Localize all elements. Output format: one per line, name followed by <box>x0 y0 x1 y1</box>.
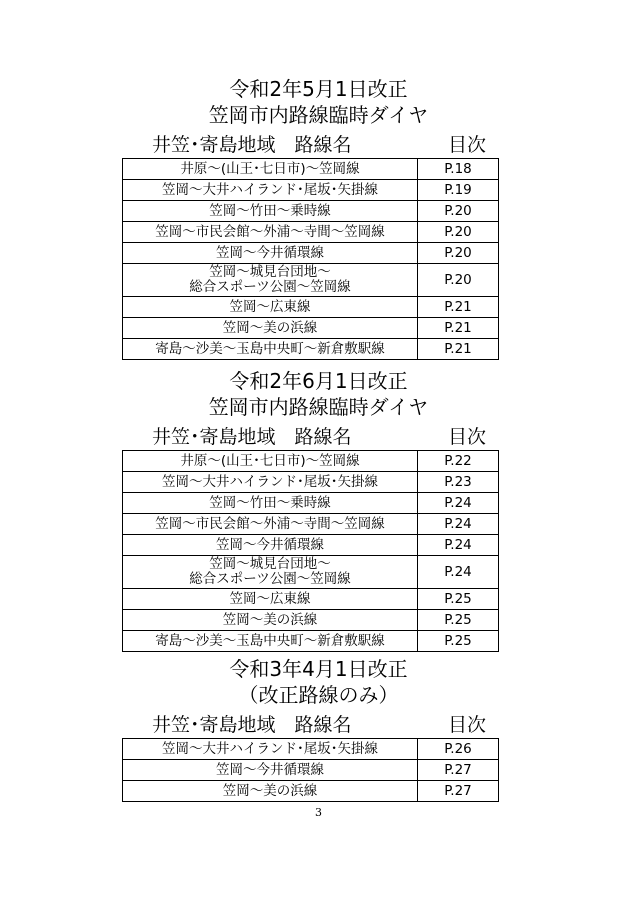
route-name: 寄島～沙美～玉島中央町～新倉敷駅線 <box>123 339 418 360</box>
page-ref: P.23 <box>418 472 499 493</box>
route-column-header: 井笠･寄島地域 路線名 <box>152 134 352 156</box>
route-column-header: 井笠･寄島地域 路線名 <box>152 426 352 448</box>
page-ref: P.25 <box>418 589 499 610</box>
column-headers <box>0 132 637 158</box>
table-row <box>123 472 499 493</box>
section-2020-06 <box>0 368 637 652</box>
route-name-line2: 総合スポーツ公園～笠岡線 <box>189 571 351 587</box>
route-name: 笠岡～広東線 <box>123 589 418 610</box>
route-name: 井原～(山王･七日市)～笠岡線 <box>123 451 418 472</box>
table-row <box>123 264 499 297</box>
section-subtitle: 笠岡市内路線臨時ダイヤ <box>208 103 429 127</box>
page-ref: P.24 <box>418 556 499 589</box>
table-row <box>123 201 499 222</box>
route-table <box>122 450 499 652</box>
page-ref: P.22 <box>418 451 499 472</box>
page-ref: P.24 <box>418 535 499 556</box>
page-ref: P.20 <box>418 222 499 243</box>
route-name-line1: 笠岡～城見台団地～ <box>209 264 331 280</box>
table-row <box>123 180 499 201</box>
section-subtitle: 笠岡市内路線臨時ダイヤ <box>208 395 429 419</box>
table-row <box>123 760 499 781</box>
route-name: 寄島～沙美～玉島中央町～新倉敷駅線 <box>123 631 418 652</box>
page-ref: P.27 <box>418 760 499 781</box>
table-row <box>123 159 499 180</box>
page-ref: P.21 <box>418 318 499 339</box>
table-row <box>123 297 499 318</box>
section-2021-04 <box>0 656 637 802</box>
section-title: 令和2年5月1日改正 <box>229 77 408 101</box>
route-name: 笠岡～大井ハイランド･尾坂･矢掛線 <box>123 472 418 493</box>
page-ref: P.27 <box>418 781 499 802</box>
page-column-header: 目次 <box>448 134 487 156</box>
route-name-line1: 笠岡～城見台団地～ <box>209 556 331 572</box>
route-name: 笠岡～市民会館～外浦～寺間～笠岡線 <box>123 514 418 535</box>
column-headers <box>0 424 637 450</box>
page-ref: P.18 <box>418 159 499 180</box>
page-ref: P.21 <box>418 339 499 360</box>
route-name: 笠岡～今井循環線 <box>123 760 418 781</box>
column-headers <box>0 712 637 738</box>
table-row <box>123 451 499 472</box>
table-row <box>123 589 499 610</box>
table-row <box>123 222 499 243</box>
route-name: 笠岡～今井循環線 <box>123 243 418 264</box>
route-name: 笠岡～美の浜線 <box>123 318 418 339</box>
page-ref: P.25 <box>418 631 499 652</box>
section-2020-05 <box>0 76 637 360</box>
table-row <box>123 631 499 652</box>
page-number: 3 <box>315 806 322 819</box>
table-row <box>123 535 499 556</box>
table-row <box>123 318 499 339</box>
section-subtitle: （改正路線のみ） <box>238 683 399 707</box>
route-name: 笠岡～竹田～乗時線 <box>123 201 418 222</box>
page-ref: P.20 <box>418 264 499 297</box>
route-table <box>122 158 499 360</box>
page-column-header: 目次 <box>448 714 487 736</box>
route-name: 笠岡～竹田～乗時線 <box>123 493 418 514</box>
route-name: 笠岡～今井循環線 <box>123 535 418 556</box>
route-name: 井原～(山王･七日市)～笠岡線 <box>123 159 418 180</box>
route-name: 笠岡～広東線 <box>123 297 418 318</box>
page-ref: P.24 <box>418 514 499 535</box>
route-name: 笠岡～大井ハイランド･尾坂･矢掛線 <box>123 180 418 201</box>
route-name: 笠岡～市民会館～外浦～寺間～笠岡線 <box>123 222 418 243</box>
route-name <box>123 264 418 297</box>
table-row <box>123 781 499 802</box>
table-row <box>123 610 499 631</box>
table-row <box>123 493 499 514</box>
table-row <box>123 514 499 535</box>
section-title: 令和2年6月1日改正 <box>229 369 408 393</box>
page-ref: P.24 <box>418 493 499 514</box>
route-name-line2: 総合スポーツ公園～笠岡線 <box>189 279 351 295</box>
route-name: 笠岡～美の浜線 <box>123 781 418 802</box>
page-ref: P.19 <box>418 180 499 201</box>
page-ref: P.20 <box>418 243 499 264</box>
route-table <box>122 738 499 802</box>
page-ref: P.21 <box>418 297 499 318</box>
table-row <box>123 556 499 589</box>
table-row <box>123 339 499 360</box>
page-ref: P.25 <box>418 610 499 631</box>
section-title: 令和3年4月1日改正 <box>229 657 408 681</box>
route-name: 笠岡～大井ハイランド･尾坂･矢掛線 <box>123 739 418 760</box>
route-column-header: 井笠･寄島地域 路線名 <box>152 714 352 736</box>
route-name: 笠岡～美の浜線 <box>123 610 418 631</box>
route-name <box>123 556 418 589</box>
table-row <box>123 739 499 760</box>
table-row <box>123 243 499 264</box>
page-column-header: 目次 <box>448 426 487 448</box>
page-ref: P.20 <box>418 201 499 222</box>
page-ref: P.26 <box>418 739 499 760</box>
